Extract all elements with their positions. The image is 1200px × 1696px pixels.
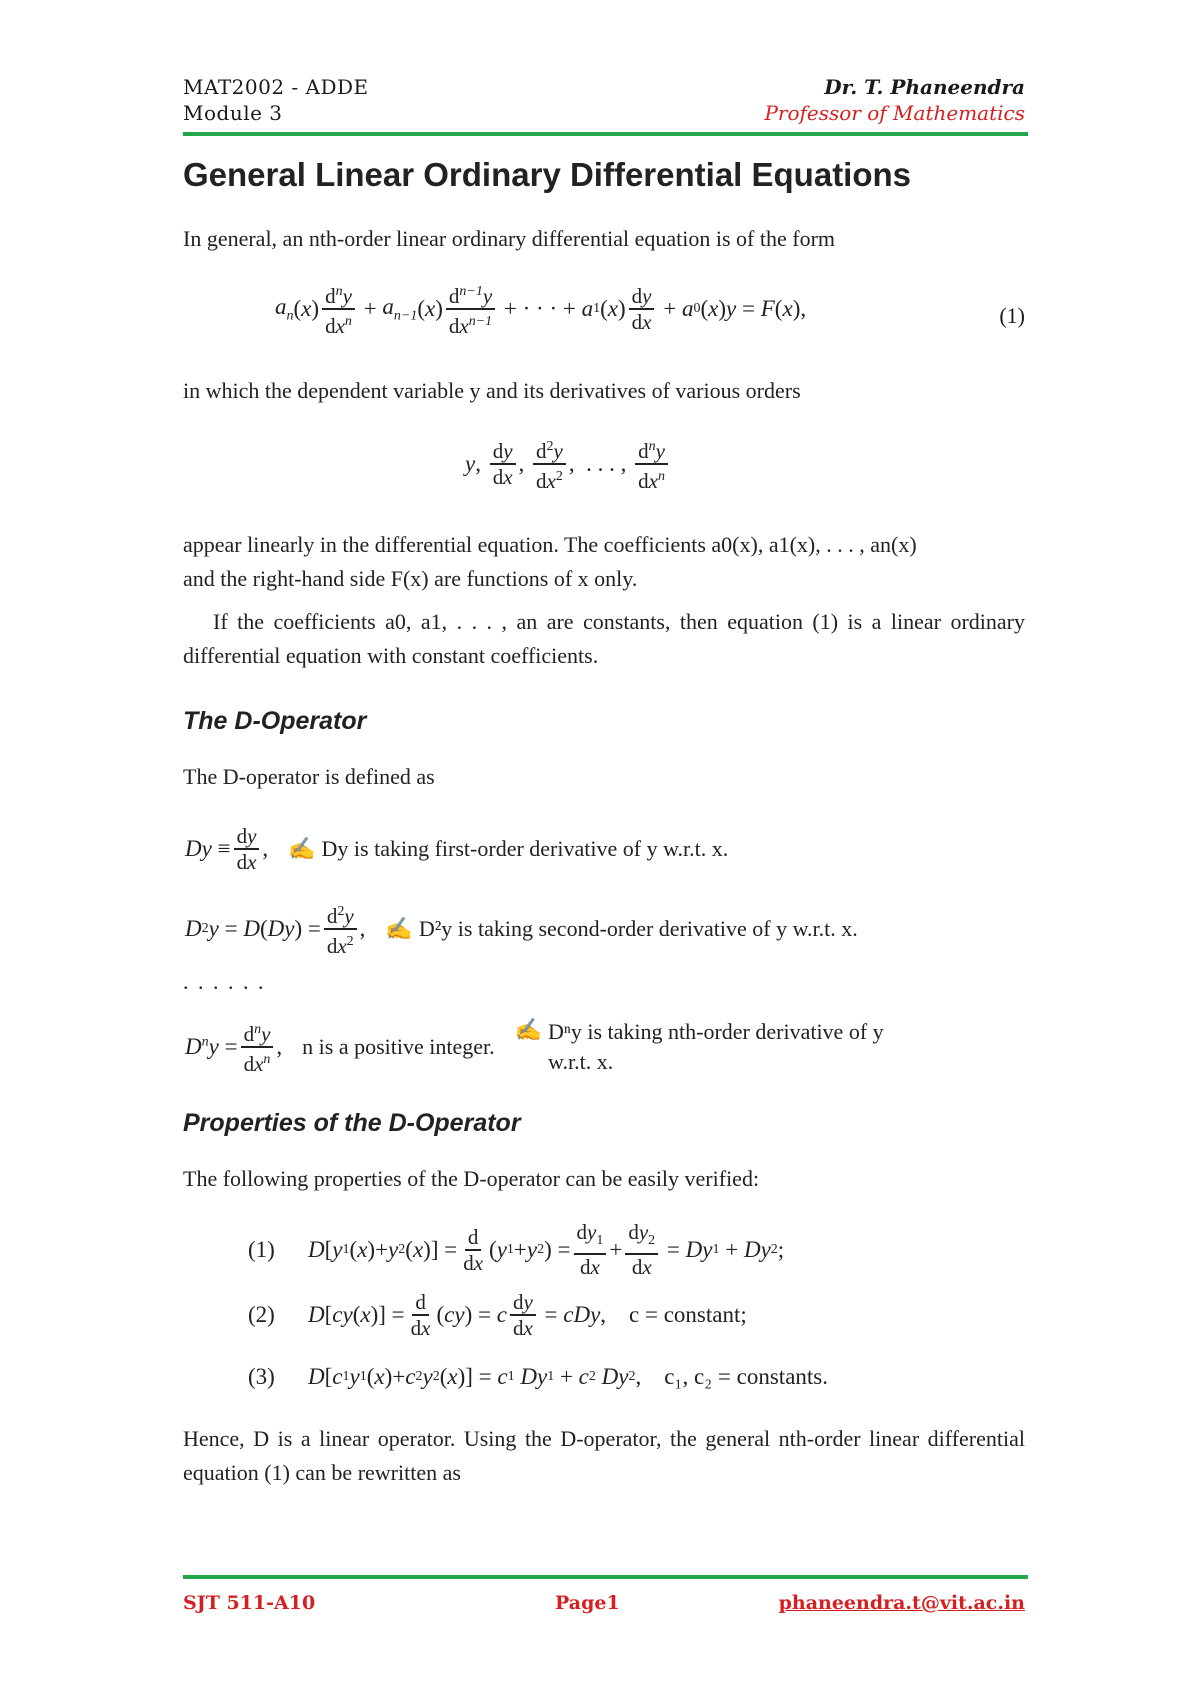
nth-condition: n is a positive integer. (302, 1034, 495, 1059)
properties-intro: The following properties of the D-operator can be easily verified: (183, 1166, 760, 1191)
pencil-icon: ✍ (385, 916, 413, 941)
footer-page: Page1 (555, 1592, 620, 1614)
equation-number: (1) (999, 303, 1025, 328)
dependent-paragraph: in which the dependent variable y and its derivatives of various orders (183, 378, 801, 403)
property-3-tail: c₁, c₂ = constants. (664, 1364, 828, 1389)
footer-rule (183, 1575, 1028, 1579)
d-definition-nth: $D^ny$ = $\frac{d^ny}{dx^n}$ , n is a positive integer. ✍ Dⁿy is taking nth-order derivative of y w.r.t. x. (185, 1017, 884, 1076)
d-operator-intro: The D-operator is defined as (183, 764, 435, 789)
note-nth-wrt: w.r.t. x. (548, 1049, 614, 1074)
property-label: (1) (248, 1236, 275, 1262)
footer-email-link[interactable]: phaneendra.t@vit.ac.in (778, 1592, 1025, 1614)
section-d-operator: The D-Operator (183, 707, 367, 735)
property-label: (2) (248, 1302, 275, 1327)
author-name: Dr. T. Phaneendra (824, 75, 1025, 99)
d-definition-first: Dy ≡ $\frac{dy}{dx}$ , ✍ Dy is taking first-order derivative of y w.r.t. x. (185, 824, 729, 874)
intro-paragraph: In general, an nth-order linear ordinary differential equation is of the form (183, 226, 836, 251)
header-rule (183, 132, 1028, 136)
d-definition-second: D 2 y = D ( Dy ) = $\frac{d^2y}{dx^2}$ , ✍ D²y is taking second-order derivative of y w.r.t. x. (185, 900, 858, 958)
note-first: Dy is taking first-order derivative of y w.r.t. x. (321, 836, 729, 861)
equation-1: $a_n$ ( x ) $\frac{d^ny}{dx^n}$ + $a_{n-1}$ ( x ) $\frac{d^{n-1}y}{dx^{n-1}}$ + · · · + a 1 ( x ) $\frac{dy}{dx}$ + a 0 ( x ) y = F ( x ), (275, 280, 806, 338)
property-2-tail: c = constant; (629, 1302, 747, 1327)
property-label: (3) (248, 1364, 275, 1389)
ellipsis: . . . . . . (183, 969, 266, 994)
footer-room: SJT 511-A10 (183, 1592, 316, 1614)
appear-paragraph-line1: appear linearly in the differential equation. The coefficients a0(x), a1(x), . . . , an(x) (183, 532, 917, 557)
derivatives-list: y , $\frac{dy}{dx}$ , $\frac{d^2y}{dx^2}$ , . . . , $\frac{d^ny}{dx^n}$ (465, 435, 671, 493)
constant-paragraph: If the coefficients a0, a1, . . . , an are constants, then equation (1) is a linear ordinary differential equation with constant coefficients. (183, 609, 1025, 668)
author-designation: Professor of Mathematics (764, 101, 1025, 125)
pencil-icon: ✍ (288, 836, 316, 861)
property-3: (3) D [ c 1 y 1 ( x )+ c 2 y 2 ( x )] = c 1 Dy 1 + c 2 Dy 2 , c₁, c₂ = constants. (248, 1364, 828, 1389)
note-second: D²y is taking second-order derivative of y w.r.t. x. (418, 916, 858, 941)
header-left (183, 74, 369, 126)
appear-paragraph-line2: and the right-hand side F(x) are functions of x only. (183, 566, 638, 591)
module-label: Module 3 (183, 101, 283, 125)
property-1: (1) D [ y 1 ( x )+ y 2 ( x )] = $\frac{d}{dx}$ ( y 1 + y 2 ) = $\frac{dy_1}{dx}$ + $\frac{dy_2}{dx}$ = Dy 1 + Dy 2 ; (248, 1220, 785, 1280)
note-nth: Dⁿy is taking nth-order derivative of y (548, 1019, 884, 1044)
conclusion-paragraph: Hence, D is a linear operator. Using the D-operator, the general nth-order linear differential equation (1) can be rewritten as (183, 1426, 1025, 1485)
pencil-icon: ✍ (514, 1017, 543, 1042)
page-title: General Linear Ordinary Differential Equations (183, 156, 912, 193)
header-right (764, 74, 1025, 126)
property-2: (2) D [ cy ( x )] = $\frac{d}{dx}$ ( cy ) = c $\frac{dy}{dx}$ = cDy , c = constant; (248, 1290, 747, 1340)
section-properties: Properties of the D-Operator (183, 1109, 521, 1137)
course-code: MAT2002 - ADDE (183, 75, 369, 99)
